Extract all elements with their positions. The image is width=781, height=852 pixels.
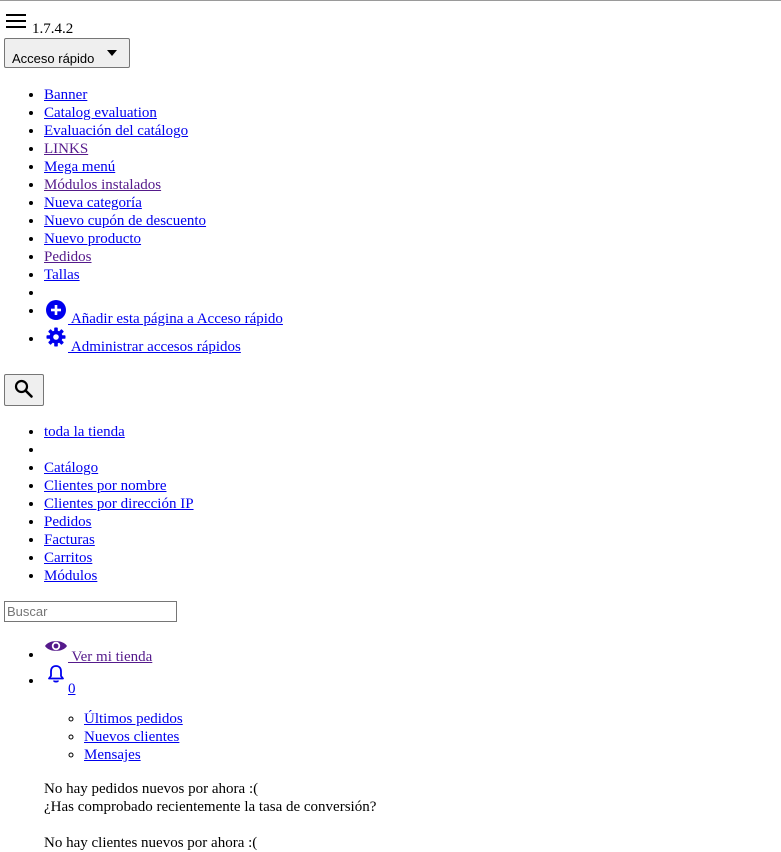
scope-catalog[interactable]: Catálogo bbox=[44, 460, 99, 476]
no-customers-message: No hay clientes nuevos por ahora :( bbox=[44, 835, 258, 851]
version-label: 1.7.4.2 bbox=[32, 21, 74, 37]
scope-modules[interactable]: Módulos bbox=[44, 568, 98, 584]
quick-access-item bbox=[44, 158, 206, 176]
gear-icon bbox=[46, 327, 66, 347]
quick-link-catalog-evaluation[interactable]: Catalog evaluation bbox=[44, 105, 157, 121]
quick-link-mega-menu[interactable]: Mega menú bbox=[44, 159, 116, 175]
quick-access-dropdown-button[interactable] bbox=[4, 38, 130, 68]
quick-access-item bbox=[44, 122, 206, 140]
notifications-item bbox=[44, 672, 152, 700]
scope-customers-name[interactable]: Clientes por nombre bbox=[44, 478, 167, 494]
quick-link-banner[interactable]: Banner bbox=[44, 87, 88, 103]
scope-all-store[interactable]: toda la tienda bbox=[44, 424, 125, 440]
quick-access-item bbox=[44, 140, 206, 158]
notification-tab bbox=[84, 728, 183, 746]
quick-link-nuevo-producto[interactable]: Nuevo producto bbox=[44, 231, 142, 247]
tab-new-customers[interactable]: Nuevos clientes bbox=[84, 729, 180, 745]
tab-messages[interactable]: Mensajes bbox=[84, 747, 141, 763]
quick-access-item bbox=[44, 212, 206, 230]
quick-access-list bbox=[44, 86, 206, 302]
search-icon bbox=[14, 379, 34, 399]
quick-link-pedidos[interactable]: Pedidos bbox=[44, 249, 92, 265]
notifications-tabs bbox=[84, 710, 183, 764]
scope-orders[interactable]: Pedidos bbox=[44, 514, 92, 530]
search-scope-divider bbox=[44, 441, 194, 459]
scope-carts[interactable]: Carritos bbox=[44, 550, 93, 566]
quick-access-item bbox=[44, 86, 206, 104]
eye-icon bbox=[44, 638, 68, 654]
search-scope-item bbox=[44, 513, 194, 531]
quick-link-nueva-categoria[interactable]: Nueva categoría bbox=[44, 195, 142, 211]
add-quick-access-label: Añadir esta página a Acceso rápido bbox=[68, 311, 283, 327]
quick-link-evaluacion-catalogo[interactable]: Evaluación del catálogo bbox=[44, 123, 189, 139]
quick-access-actions bbox=[44, 302, 283, 358]
caret-down-icon bbox=[107, 50, 117, 56]
hamburger-menu-icon[interactable] bbox=[6, 14, 26, 28]
header-actions-list bbox=[44, 646, 152, 700]
no-orders-message: No hay pedidos nuevos por ahora :( bbox=[44, 781, 259, 797]
add-quick-access-item bbox=[44, 302, 283, 330]
add-circle-icon bbox=[46, 300, 66, 320]
notifications-link[interactable] bbox=[44, 680, 76, 698]
quick-access-item bbox=[44, 104, 206, 122]
search-scope-item bbox=[44, 549, 194, 567]
quick-access-label: Acceso rápido bbox=[12, 51, 95, 66]
quick-access-divider bbox=[44, 284, 206, 302]
quick-link-modulos-instalados[interactable]: Módulos instalados bbox=[44, 177, 162, 193]
search-scope-list bbox=[44, 423, 194, 585]
search-scope-item bbox=[44, 459, 194, 477]
add-quick-access-link[interactable] bbox=[44, 310, 283, 328]
quick-link-links[interactable]: LINKS bbox=[44, 141, 89, 157]
manage-quick-access-item bbox=[44, 330, 283, 358]
tab-latest-orders[interactable]: Últimos pedidos bbox=[84, 711, 183, 727]
quick-access-item bbox=[44, 230, 206, 248]
notification-tab bbox=[84, 710, 183, 728]
manage-quick-access-link[interactable] bbox=[44, 338, 241, 356]
view-store-label: Ver mi tienda bbox=[68, 649, 153, 665]
view-store-item bbox=[44, 646, 152, 664]
top-border bbox=[0, 0, 781, 1]
quick-link-tallas[interactable]: Tallas bbox=[44, 267, 80, 283]
manage-quick-access-label: Administrar accesos rápidos bbox=[68, 339, 241, 355]
scope-customers-ip[interactable]: Clientes por dirección IP bbox=[44, 496, 194, 512]
search-input[interactable] bbox=[4, 601, 177, 622]
notifications-count: 0 bbox=[68, 681, 76, 697]
search-scope-item bbox=[44, 423, 194, 441]
search-scope-item bbox=[44, 567, 194, 585]
notification-tab bbox=[84, 746, 183, 764]
message-spacer bbox=[44, 816, 376, 834]
quick-access-item bbox=[44, 248, 206, 266]
notifications-messages bbox=[44, 780, 376, 852]
search-button[interactable] bbox=[4, 374, 44, 406]
bell-icon bbox=[46, 664, 66, 684]
conversion-hint-message: ¿Has comprobado recientemente la tasa de conversión? bbox=[44, 799, 377, 815]
scope-invoices[interactable]: Facturas bbox=[44, 532, 95, 548]
search-scope-item bbox=[44, 477, 194, 495]
search-scope-item bbox=[44, 531, 194, 549]
quick-link-nuevo-cupon[interactable]: Nuevo cupón de descuento bbox=[44, 213, 207, 229]
quick-access-item bbox=[44, 194, 206, 212]
search-scope-item bbox=[44, 495, 194, 513]
quick-access-item bbox=[44, 176, 206, 194]
quick-access-item bbox=[44, 266, 206, 284]
